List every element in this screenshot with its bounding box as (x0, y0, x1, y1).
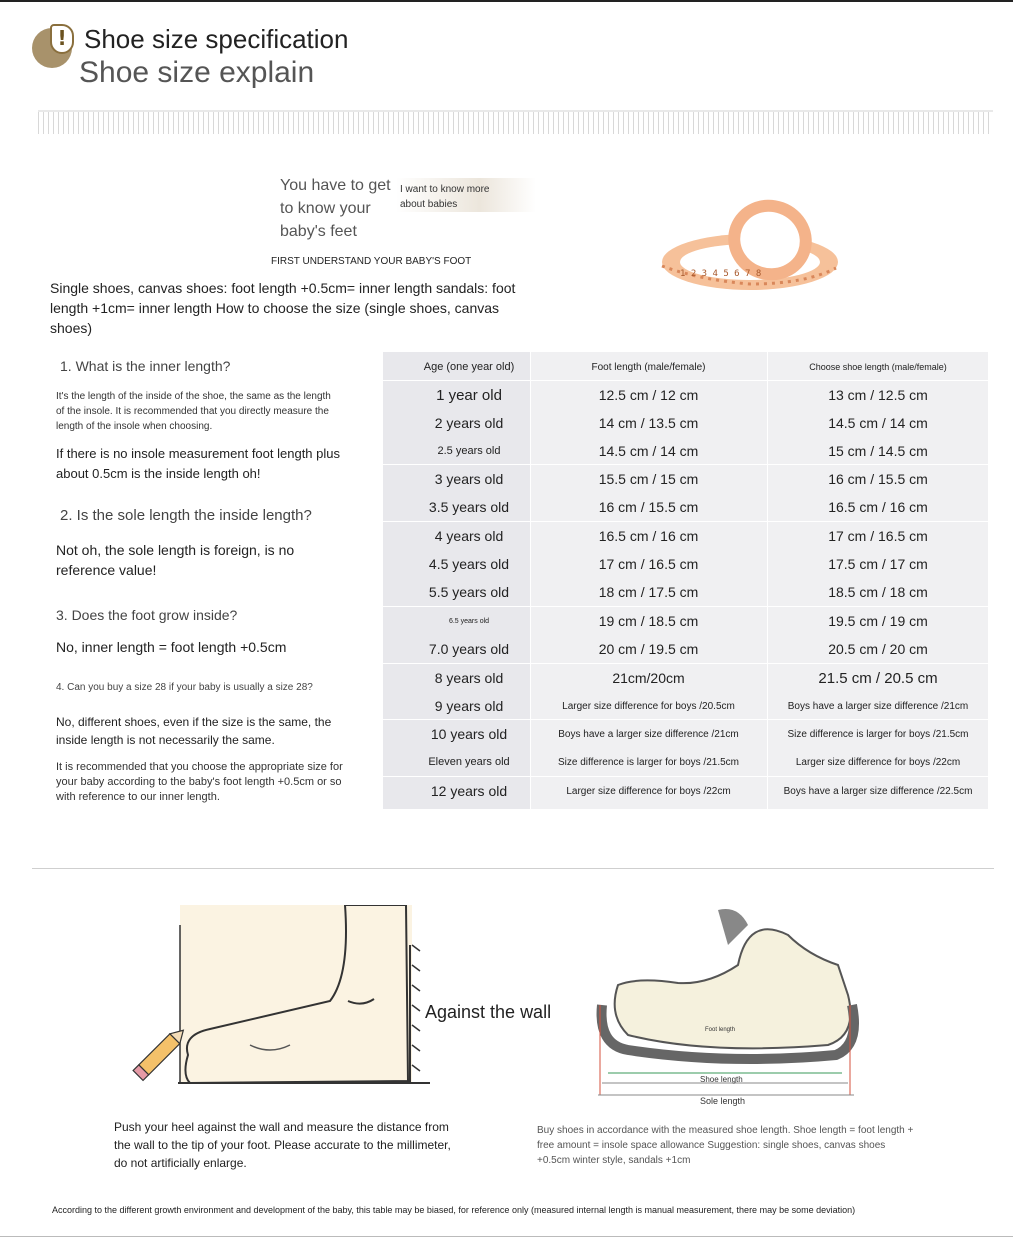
warning-icon: ! (50, 24, 74, 54)
wall-hatch (412, 985, 420, 991)
cell-age: 3.5 years old (428, 499, 510, 515)
wall-hatch (412, 1005, 420, 1011)
cell-shoe: 20.5 cm / 20 cm (828, 641, 928, 657)
faq-question-1: 1. What is the inner length? (60, 358, 231, 374)
shoe-length-caption: Buy shoes in accordance with the measured shoe length. Shoe length = foot length + free amount = insole space allowance Suggestion: single shoes, canvas shoes +0.5cm winter style, sandals +1cm (537, 1125, 914, 1166)
wall-hatch (412, 965, 420, 971)
faq-question-2: 2. Is the sole length the inside length? (60, 507, 312, 524)
cell-age: 12 years old (430, 783, 508, 799)
cell-foot: 20 cm / 19.5 cm (598, 641, 699, 657)
cell-shoe: 16.5 cm / 16 cm (828, 499, 928, 515)
know-line: baby's feet (280, 223, 357, 240)
header-shoe-length: Choose shoe length (male/female) (809, 362, 947, 372)
table-row (383, 664, 988, 692)
table-row (383, 720, 988, 748)
header-age: Age (one year old) (423, 361, 515, 373)
page-title: Shoe size specification (84, 24, 349, 54)
cell-shoe: 13 cm / 12.5 cm (828, 387, 928, 403)
cell-age: Eleven years old (428, 756, 510, 768)
cell-shoe: Boys have a larger size difference /21cm (787, 700, 969, 712)
cell-foot: 14.5 cm / 14 cm (598, 443, 699, 459)
cell-shoe: 17 cm / 16.5 cm (828, 528, 928, 544)
cell-shoe: 21.5 cm / 20.5 cm (818, 669, 938, 687)
faq-answer-2: Not oh, the sole length is foreign, is no reference value! (56, 542, 295, 578)
cell-age: 10 years old (430, 726, 508, 742)
faq-answer-3: No, inner length = foot length +0.5cm (56, 639, 287, 655)
table-row (383, 578, 988, 606)
faq-answer-4: No, different shoes, even if the size is the same, the inside length is not necessarily the same. (56, 715, 332, 747)
table-row (383, 748, 988, 776)
cell-foot: 12.5 cm / 12 cm (598, 387, 699, 403)
tape-measure-image (640, 190, 840, 300)
cell-foot: 17 cm / 16.5 cm (598, 556, 699, 572)
faq-answer-1: It's the length of the inside of the shoe, the same as the length of the insole. It is recommended that you directly measure the length of the insole when choosing. (56, 391, 331, 432)
tape-numbers: 1 2 3 4 5 6 7 8 (680, 269, 762, 279)
table-row (383, 465, 988, 493)
table-row (383, 409, 988, 437)
table-header-row (383, 353, 988, 381)
against-wall-label: Against the wall (425, 1002, 552, 1022)
wall-hatch (412, 1065, 420, 1071)
cell-shoe: 16 cm / 15.5 cm (828, 471, 928, 487)
wall-hatch (412, 945, 420, 951)
table-row (383, 522, 988, 550)
cell-foot: Size difference is larger for boys /21.5cm (557, 756, 739, 768)
cell-foot: 15.5 cm / 15 cm (598, 471, 699, 487)
table-row-divider (383, 521, 988, 522)
know-your-baby-heading (280, 174, 405, 243)
table-row (383, 550, 988, 578)
cell-foot: Larger size difference for boys /20.5cm (562, 700, 735, 712)
cell-age: 3 years old (434, 471, 504, 487)
wall-hatch (412, 1045, 420, 1051)
single-shoes-rule: Single shoes, canvas shoes: foot length +0.5cm= inner length sandals: foot length +1cm= inner length How to choose the size (single shoes, canvas shoes) (50, 280, 516, 336)
cell-age: 2 years old (434, 415, 504, 431)
wall-hatch (412, 1025, 420, 1031)
know-line: to know your (280, 200, 371, 217)
pencil-body (139, 1034, 180, 1075)
cell-shoe: 15 cm / 14.5 cm (828, 443, 928, 459)
shoe-length-label: Shoe length (700, 1075, 743, 1084)
disclaimer-footnote: According to the different growth environment and development of the baby, this table may be biased, for reference only (measured internal length is manual measurement, there may be some deviation) (52, 1205, 856, 1215)
cell-foot: 18 cm / 17.5 cm (598, 584, 699, 600)
cell-age: 4.5 years old (428, 556, 510, 572)
table-row-divider (383, 663, 988, 664)
cell-shoe: 14.5 cm / 14 cm (828, 415, 928, 431)
table-row-divider (383, 464, 988, 465)
cell-age: 1 year old (436, 386, 502, 404)
table-row (383, 493, 988, 521)
cell-shoe: Boys have a larger size difference /22.5cm (783, 785, 973, 797)
table-row-divider (383, 606, 988, 607)
cell-age: 7.0 years old (428, 641, 510, 657)
section-divider (32, 868, 994, 869)
cell-shoe: Size difference is larger for boys /21.5cm (787, 728, 969, 740)
table-row (383, 607, 988, 635)
sole-length-label: Sole length (700, 1096, 746, 1106)
shoe-collar (718, 909, 748, 945)
cell-foot: 14 cm / 13.5 cm (598, 415, 699, 431)
faq-answer-4b: It is recommended that you choose the appropriate size for your baby according to the baby's foot length +0.5cm or so with reference to our inner length. (56, 761, 343, 803)
table-row (383, 635, 988, 663)
table-row (383, 437, 988, 465)
cell-age: 5.5 years old (428, 584, 510, 600)
foot-length-label: Foot length (705, 1027, 736, 1033)
top-border (0, 0, 1013, 2)
cell-foot: 21cm/20cm (612, 670, 685, 686)
cell-age: 4 years old (434, 528, 504, 544)
cell-shoe: 19.5 cm / 19 cm (828, 613, 928, 629)
cell-age: 8 years old (434, 670, 504, 686)
header-foot-length: Foot length (male/female) (591, 361, 706, 373)
cell-foot: 19 cm / 18.5 cm (598, 613, 699, 629)
cell-shoe: 17.5 cm / 17 cm (828, 556, 928, 572)
foot-measurement-illustration (130, 905, 430, 1105)
know-line: You have to get (280, 177, 391, 194)
cell-age: 9 years old (434, 698, 504, 714)
bottom-border (0, 1236, 1013, 1237)
cell-foot: 16.5 cm / 16 cm (598, 528, 699, 544)
cell-shoe: 18.5 cm / 18 cm (828, 584, 928, 600)
tag-line: about babies (400, 199, 458, 210)
table-row (383, 777, 988, 805)
tag-line: I want to know more (400, 184, 490, 195)
faq-answer-1b: If there is no insole measurement foot length plus about 0.5cm is the inside length oh! (56, 446, 340, 481)
wall-measure-caption: Push your heel against the wall and measure the distance from the wall to the tip of your foot. Please accurate to the millimeter, do not artificially enlarge. (114, 1120, 451, 1170)
first-understand-caption: FIRST UNDERSTAND YOUR BABY'S FOOT (271, 256, 472, 267)
table-row (383, 692, 988, 720)
faq-question-4: 4. Can you buy a size 28 if your baby is usually a size 28? (56, 682, 313, 693)
table-row (383, 381, 988, 409)
faq-question-3: 3. Does the foot grow inside? (56, 607, 238, 623)
table-row-divider (383, 380, 988, 381)
table-row-divider (383, 776, 988, 777)
page-subtitle: Shoe size explain (79, 56, 315, 89)
cell-shoe: Larger size difference for boys /22cm (795, 756, 961, 768)
learn-more-tag (400, 182, 530, 212)
cell-age: 6.5 years old (448, 617, 490, 625)
cell-foot: Larger size difference for boys /22cm (566, 785, 731, 797)
ruler-divider (38, 110, 993, 134)
cell-foot: 16 cm / 15.5 cm (598, 499, 699, 515)
table-row-divider (383, 719, 988, 720)
cell-foot: Boys have a larger size difference /21cm (558, 728, 739, 740)
cell-age: 2.5 years old (437, 445, 501, 457)
